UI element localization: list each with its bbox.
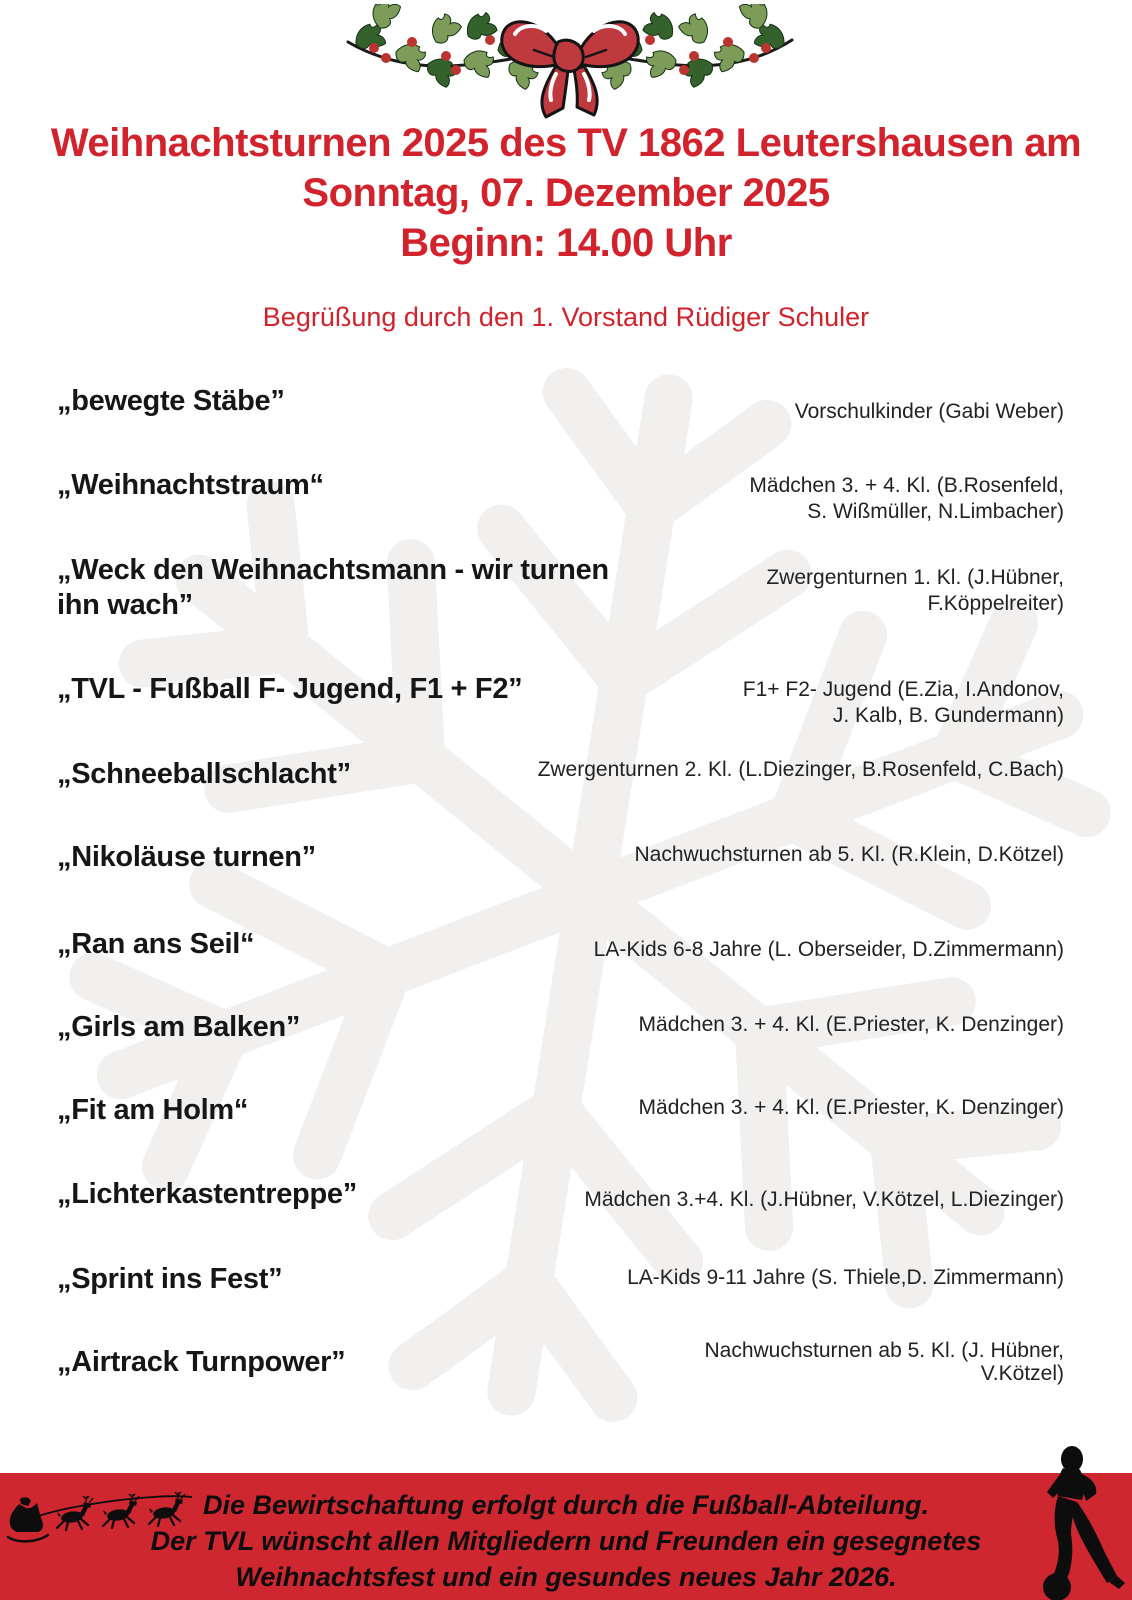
soccer-player-icon (1028, 1446, 1128, 1600)
footer-line-3: Weihnachtsfest und ein gesundes neues Jahr 2026. (235, 1562, 897, 1592)
act-group-line: S. Wißmüller, N.Limbacher) (807, 500, 1064, 523)
act-group (424, 565, 1064, 617)
act-group-line: Mädchen 3. + 4. Kl. (E.Priester, K. Denzinger) (638, 1096, 1064, 1119)
act-title: „Fit am Holm“ (57, 1094, 249, 1126)
holly-garland-bow-icon (340, 4, 800, 120)
act-title: „Lichterkastentreppe” (57, 1178, 357, 1210)
act-group-line: Zwergenturnen 2. Kl. (L.Diezinger, B.Rosenfeld, C.Bach) (537, 758, 1064, 781)
act-group (424, 399, 1064, 425)
act-title: „Airtrack Turnpower” (57, 1346, 346, 1378)
act-group (424, 1187, 1064, 1213)
act-group (424, 842, 1064, 868)
act-group-line: J. Kalb, B. Gundermann) (832, 704, 1064, 727)
act-title: „Sprint ins Fest” (57, 1263, 283, 1295)
act-group (424, 1339, 1064, 1385)
act-group-line: V.Kötzel) (980, 1362, 1064, 1385)
act-group-line: LA-Kids 6-8 Jahre (L. Oberseider, D.Zimmermann) (593, 938, 1064, 961)
act-group (424, 1265, 1064, 1291)
footer-message (0, 1487, 1132, 1595)
page-title (0, 118, 1132, 268)
act-group (424, 1095, 1064, 1121)
act-group-line: Mädchen 3. + 4. Kl. (B.Rosenfeld, (749, 474, 1064, 497)
footer-line-1: Die Bewirtschaftung erfolgt durch die Fußball-Abteilung. (202, 1490, 929, 1520)
act-group-line: Zwergenturnen 1. Kl. (J.Hübner, (766, 566, 1064, 589)
act-title: „Schneeballschlacht” (57, 758, 351, 790)
act-group-line: Nachwuchsturnen ab 5. Kl. (J. Hübner, (704, 1339, 1064, 1362)
footer-line-2: Der TVL wünscht allen Mitgliedern und Freunden ein gesegnetes (150, 1526, 982, 1556)
act-title: „Weck den Weihnachtsmann - wir turnen ihn wach” (57, 554, 609, 621)
act-group-line: F.Köppelreiter) (927, 592, 1064, 615)
act-group (424, 677, 1064, 729)
act-group (424, 473, 1064, 525)
act-group-line: Mädchen 3.+4. Kl. (J.Hübner, V.Kötzel, L.Diezinger) (584, 1188, 1064, 1211)
act-group-line: Vorschulkinder (Gabi Weber) (794, 400, 1064, 423)
title-line-2: Sonntag, 07. Dezember 2025 (302, 171, 830, 215)
act-title: „Girls am Balken” (57, 1011, 301, 1043)
act-group-line: Nachwuchsturnen ab 5. Kl. (R.Klein, D.Kötzel) (634, 843, 1064, 866)
act-title: „TVL - Fußball F- Jugend, F1 + F2” (57, 673, 523, 705)
act-title: „bewegte Stäbe” (57, 385, 285, 417)
act-group (424, 937, 1064, 963)
act-group-line: F1+ F2- Jugend (E.Zia, I.Andonov, (742, 678, 1064, 701)
act-title: „Nikoläuse turnen” (57, 841, 316, 873)
act-title: „Ran ans Seil“ (57, 928, 255, 960)
act-group-line: LA-Kids 9-11 Jahre (S. Thiele,D. Zimmermann) (627, 1266, 1064, 1289)
subtitle: Begrüßung durch den 1. Vorstand Rüdiger Schuler (262, 302, 870, 332)
act-title: „Weihnachtstraum“ (57, 469, 324, 501)
title-line-1: Weihnachtsturnen 2025 des TV 1862 Leutershausen am (50, 121, 1082, 165)
act-group (424, 1012, 1064, 1038)
act-group-line: Mädchen 3. + 4. Kl. (E.Priester, K. Denzinger) (638, 1013, 1064, 1036)
act-group (424, 757, 1064, 783)
title-line-3: Beginn: 14.00 Uhr (400, 221, 732, 265)
